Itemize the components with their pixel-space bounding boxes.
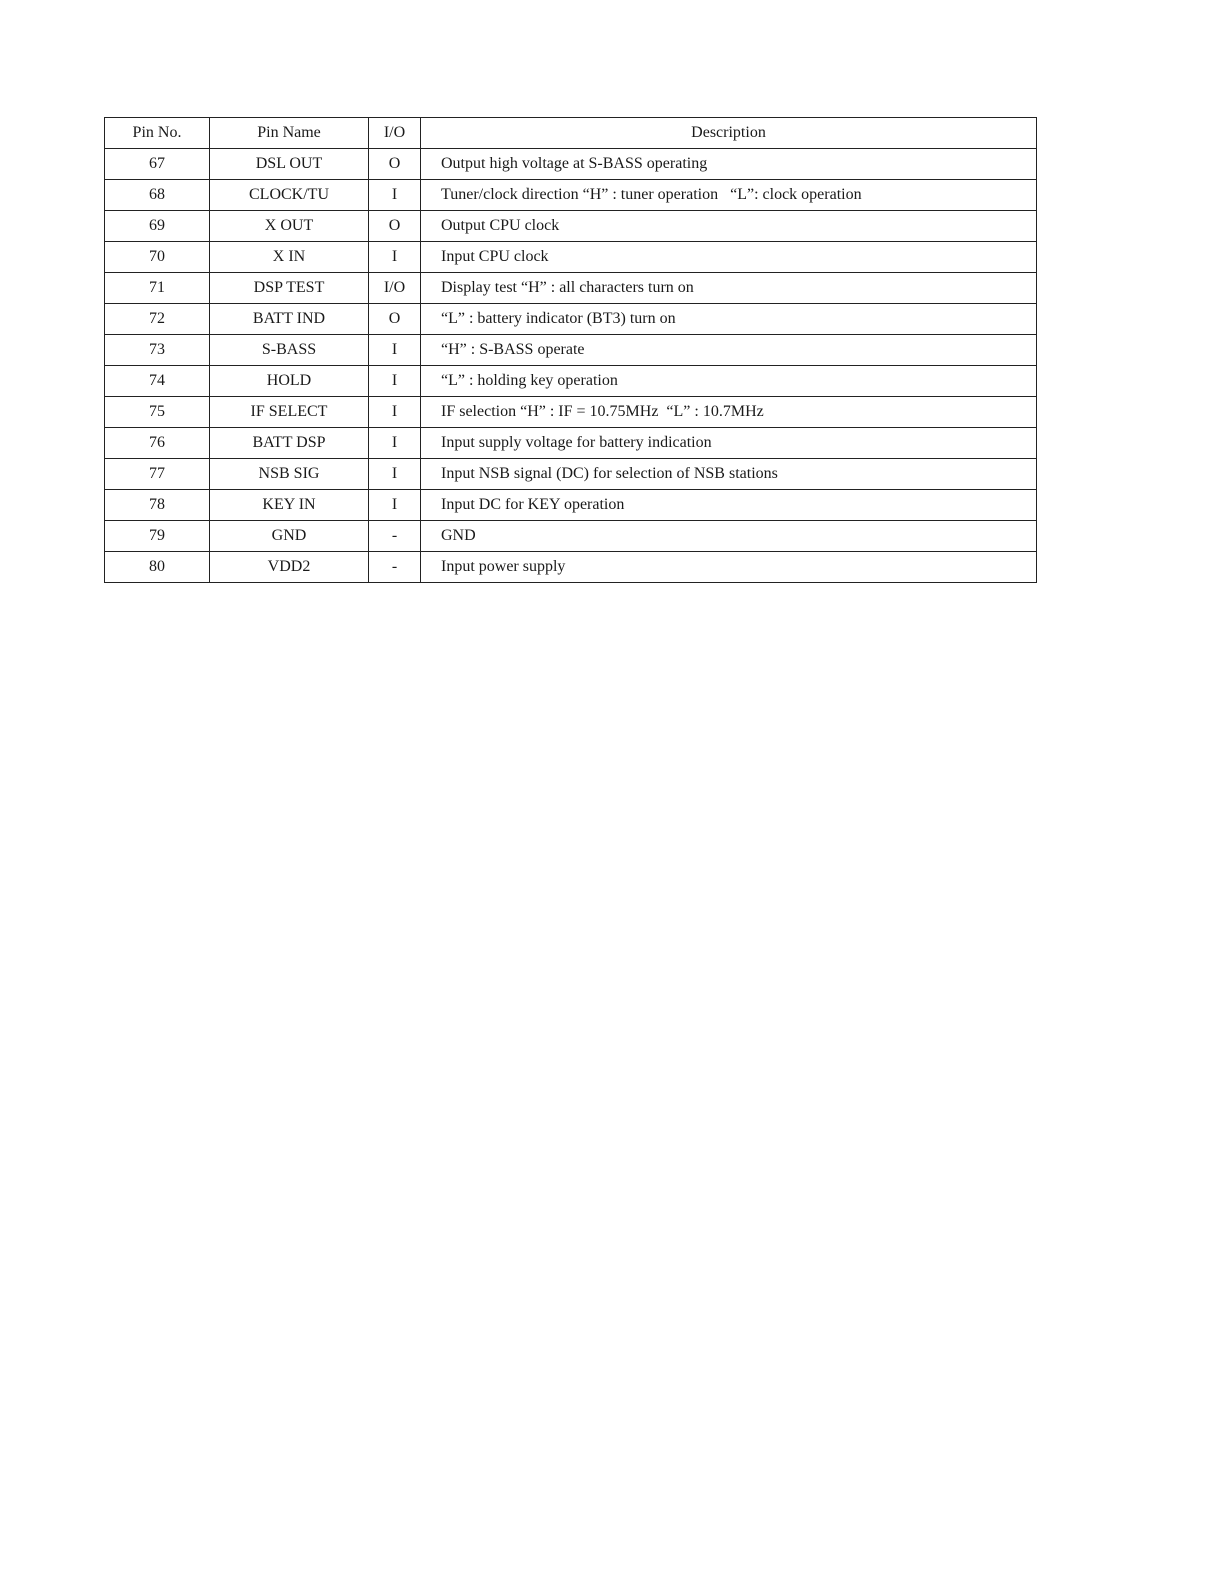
- pin-name: S-BASS: [210, 335, 369, 366]
- pin-number: 70: [105, 242, 210, 273]
- pin-description: Tuner/clock direction “H” : tuner operation “L”: clock operation: [421, 180, 1037, 211]
- table-row: [105, 180, 1037, 211]
- pin-io: O: [369, 149, 421, 180]
- pin-io: I: [369, 428, 421, 459]
- pin-io: -: [369, 521, 421, 552]
- pin-io: O: [369, 211, 421, 242]
- pin-description: Input NSB signal (DC) for selection of NSB stations: [421, 459, 1037, 490]
- pin-name: NSB SIG: [210, 459, 369, 490]
- table-row: [105, 273, 1037, 304]
- header-description: Description: [421, 118, 1037, 149]
- pin-description: IF selection “H” : IF = 10.75MHz “L” : 10.7MHz: [421, 397, 1037, 428]
- pin-description: Output high voltage at S-BASS operating: [421, 149, 1037, 180]
- table-row: [105, 304, 1037, 335]
- pin-description: Input supply voltage for battery indication: [421, 428, 1037, 459]
- header-pin-no: Pin No.: [105, 118, 210, 149]
- pin-name: X IN: [210, 242, 369, 273]
- pin-number: 77: [105, 459, 210, 490]
- pin-io: -: [369, 552, 421, 583]
- pin-io: I: [369, 242, 421, 273]
- pin-description: Input DC for KEY operation: [421, 490, 1037, 521]
- pin-name: BATT DSP: [210, 428, 369, 459]
- pin-description: “L” : holding key operation: [421, 366, 1037, 397]
- pin-io: I: [369, 335, 421, 366]
- pin-io: I: [369, 180, 421, 211]
- pin-name: DSP TEST: [210, 273, 369, 304]
- pin-number: 74: [105, 366, 210, 397]
- table-row: [105, 335, 1037, 366]
- pin-name: VDD2: [210, 552, 369, 583]
- table-row: [105, 366, 1037, 397]
- pin-io: O: [369, 304, 421, 335]
- table-row: [105, 428, 1037, 459]
- pin-name: KEY IN: [210, 490, 369, 521]
- pin-description: Input CPU clock: [421, 242, 1037, 273]
- pin-number: 76: [105, 428, 210, 459]
- pin-description: “H” : S-BASS operate: [421, 335, 1037, 366]
- pin-number: 80: [105, 552, 210, 583]
- table-row: [105, 242, 1037, 273]
- pin-description: Output CPU clock: [421, 211, 1037, 242]
- pin-name: DSL OUT: [210, 149, 369, 180]
- pin-name: BATT IND: [210, 304, 369, 335]
- header-pin-name: Pin Name: [210, 118, 369, 149]
- table-row: [105, 521, 1037, 552]
- pin-name: GND: [210, 521, 369, 552]
- table-row: [105, 552, 1037, 583]
- table-header-row: [105, 118, 1037, 149]
- header-io: I/O: [369, 118, 421, 149]
- pin-table: [104, 117, 1037, 583]
- pin-io: I: [369, 490, 421, 521]
- pin-number: 75: [105, 397, 210, 428]
- pin-number: 78: [105, 490, 210, 521]
- table-row: [105, 490, 1037, 521]
- pin-description: Display test “H” : all characters turn on: [421, 273, 1037, 304]
- pin-io: I: [369, 366, 421, 397]
- pin-description: Input power supply: [421, 552, 1037, 583]
- pin-number: 79: [105, 521, 210, 552]
- pin-io: I: [369, 459, 421, 490]
- pin-name: IF SELECT: [210, 397, 369, 428]
- pin-io: I: [369, 397, 421, 428]
- pin-number: 68: [105, 180, 210, 211]
- pin-number: 69: [105, 211, 210, 242]
- pin-name: CLOCK/TU: [210, 180, 369, 211]
- pin-name: HOLD: [210, 366, 369, 397]
- pin-number: 72: [105, 304, 210, 335]
- pin-number: 71: [105, 273, 210, 304]
- table-row: [105, 149, 1037, 180]
- table-row: [105, 397, 1037, 428]
- pin-description: GND: [421, 521, 1037, 552]
- table-row: [105, 459, 1037, 490]
- table-row: [105, 211, 1037, 242]
- pin-number: 67: [105, 149, 210, 180]
- pin-name: X OUT: [210, 211, 369, 242]
- pin-io: I/O: [369, 273, 421, 304]
- pin-description: “L” : battery indicator (BT3) turn on: [421, 304, 1037, 335]
- pin-number: 73: [105, 335, 210, 366]
